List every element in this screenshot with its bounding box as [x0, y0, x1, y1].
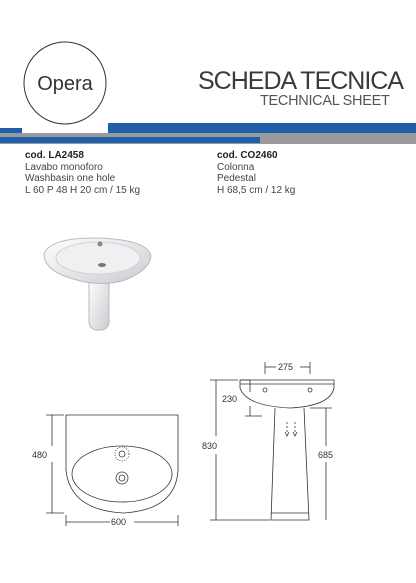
- dim-total-height: 830: [202, 441, 218, 451]
- technical-drawing: [0, 350, 416, 583]
- product-code: cod. CO2460: [217, 150, 278, 161]
- product-name-it: Lavabo monoforo: [25, 161, 103, 173]
- header-band-blue-lower: [0, 137, 260, 143]
- dim-width: 600: [111, 517, 127, 527]
- opera-logo: [22, 40, 108, 126]
- header-band-blue: [108, 123, 416, 133]
- product-name-en: Pedestal: [217, 173, 256, 184]
- dim-pedestal-height: 685: [318, 450, 334, 460]
- product-pedestal: [217, 150, 295, 196]
- product-washbasin: [25, 150, 140, 196]
- product-code: cod. LA2458: [25, 150, 84, 161]
- product-dimensions: L 60 P 48 H 20 cm / 15 kg: [25, 184, 141, 196]
- logo-text: Opera: [37, 73, 93, 95]
- page-subtitle: TECHNICAL SHEET: [260, 93, 390, 109]
- product-name-en: Washbasin one hole: [25, 173, 116, 184]
- page-title: SCHEDA TECNICA: [198, 67, 404, 95]
- product-dimensions: H 68,5 cm / 12 kg: [217, 184, 296, 196]
- dim-top-width: 275: [278, 362, 294, 372]
- product-name-it: Colonna: [217, 161, 255, 173]
- washbasin-photo: [40, 232, 155, 332]
- dim-depth: 480: [32, 450, 48, 460]
- dim-bowl-depth: 230: [222, 394, 238, 404]
